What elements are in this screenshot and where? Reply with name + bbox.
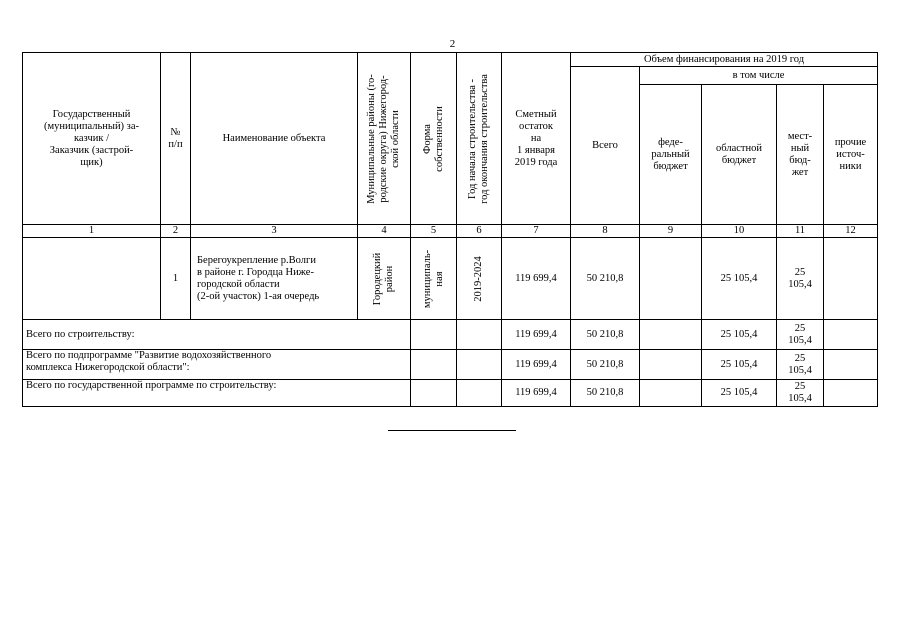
summary-regional: 25 105,4 — [702, 350, 777, 380]
summary-regional: 25 105,4 — [702, 320, 777, 350]
row-years — [457, 238, 502, 320]
header-num: № п/п — [161, 53, 191, 225]
column-number: 3 — [191, 225, 358, 238]
table-row — [23, 238, 878, 320]
row-customer — [23, 238, 161, 320]
header-years-text: Год начала строительства - год окончания строительства — [467, 73, 490, 204]
summary-balance: 119 699,4 — [502, 320, 571, 350]
summary-local: 25 105,4 — [777, 320, 824, 350]
column-numbers-row — [23, 225, 878, 238]
page-number: 2 — [449, 38, 456, 50]
row-num: 1 — [161, 238, 191, 320]
column-number: 8 — [571, 225, 640, 238]
header-total: Всего — [571, 67, 640, 225]
header-regional: областной бюджет — [702, 85, 777, 225]
column-number: 2 — [161, 225, 191, 238]
summary-regional: 25 105,4 — [702, 380, 777, 407]
summary-local: 25 105,4 — [777, 350, 824, 380]
row-total: 50 210,8 — [571, 238, 640, 320]
footer-divider — [388, 430, 516, 431]
header-object-name: Наименование объекта — [191, 53, 358, 225]
header-balance: Сметный остаток на 1 января 2019 года — [502, 53, 571, 225]
header-ownership — [411, 53, 457, 225]
header-other: прочие источ- ники — [824, 85, 878, 225]
summary-label: Всего по строительству: — [23, 320, 411, 350]
column-number: 11 — [777, 225, 824, 238]
summary-balance: 119 699,4 — [502, 380, 571, 407]
summary-balance: 119 699,4 — [502, 350, 571, 380]
summary-label: Всего по подпрограмме "Развитие водохозяйственного комплекса Нижегородской области": — [23, 350, 411, 380]
header-districts-text: Муниципальные районы (го- родские округа) Нижегород- ской области — [366, 73, 401, 204]
summary-row — [23, 380, 878, 407]
column-number: 12 — [824, 225, 878, 238]
header-local: мест- ный бюд- жет — [777, 85, 824, 225]
header-financing: Объем финансирования на 2019 год — [571, 53, 878, 67]
row-federal — [640, 238, 702, 320]
header-customer: Государственный (муниципальный) за- казчик / Заказчик (застрой- щик) — [23, 53, 161, 225]
header-including: в том числе — [640, 67, 878, 85]
header-federal: феде- ральный бюджет — [640, 85, 702, 225]
row-district — [358, 238, 411, 320]
column-number: 1 — [23, 225, 161, 238]
summary-total: 50 210,8 — [571, 380, 640, 407]
summary-total: 50 210,8 — [571, 350, 640, 380]
column-number: 5 — [411, 225, 457, 238]
row-years-text: 2019-2024 — [473, 255, 484, 302]
summary-row — [23, 320, 878, 350]
row-local: 25 105,4 — [777, 238, 824, 320]
summary-total: 50 210,8 — [571, 320, 640, 350]
summary-local: 25 105,4 — [777, 380, 824, 407]
row-object-name: Берегоукрепление р.Волги в районе г. Городца Ниже- городской области (2-ой участок) 1-ая очередь — [191, 238, 358, 320]
header-districts — [358, 53, 411, 225]
column-number: 10 — [702, 225, 777, 238]
column-number: 7 — [502, 225, 571, 238]
row-ownership — [411, 238, 457, 320]
row-balance: 119 699,4 — [502, 238, 571, 320]
summary-row — [23, 350, 878, 380]
financing-table — [22, 52, 878, 407]
row-other — [824, 238, 878, 320]
row-regional: 25 105,4 — [702, 238, 777, 320]
column-number: 9 — [640, 225, 702, 238]
column-number: 4 — [358, 225, 411, 238]
summary-label: Всего по государственной программе по строительству: — [23, 380, 411, 407]
row-district-text: Городецкий район — [372, 252, 395, 305]
header-ownership-text: Форма собственности — [421, 105, 445, 172]
row-ownership-text: муниципаль- ная — [421, 249, 445, 308]
header-years — [457, 53, 502, 225]
column-number: 6 — [457, 225, 502, 238]
